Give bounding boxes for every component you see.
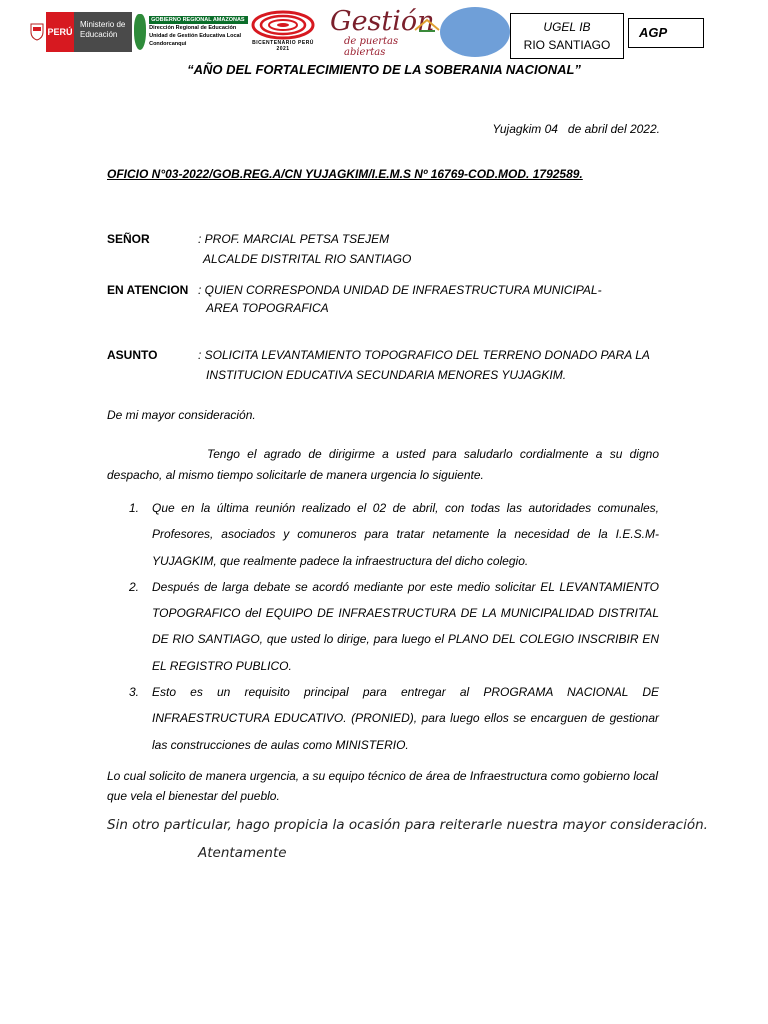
closing-paragraph: Lo cual solicito de manera urgencia, a su equipo técnico de área de Infraestructura como gobierno local que vela el bienestar del pueblo. — [107, 769, 658, 803]
gestion-subtitle: de puertas abiertas — [344, 36, 399, 58]
asunto-line-1: : SOLICITA LEVANTAMIENTO TOPOGRAFICO DEL TERRENO DONADO PARA LA — [198, 348, 650, 362]
list-item-text: Después de larga debate se acordó mediante por este medio solicitar EL LEVANTAMIENTO TOPOGRAFICO del EQUIPO DE INFRAESTRUCTURA DE LA MUNICIPALIDAD DISTRITAL DE RIO SANTIAGO, que usted lo dirige, para luego el PLANO DEL COLEGIO INSCRIBIR EN EL REGISTRO PUBLICO. — [152, 579, 659, 673]
list-item — [107, 574, 659, 679]
asunto-label: ASUNTO — [107, 348, 158, 362]
list-item-number: 3. — [129, 685, 140, 700]
greeting: De mi mayor consideración. — [107, 408, 256, 422]
senor-label: SEÑOR — [107, 232, 150, 246]
regional-emblem-icon — [134, 14, 146, 50]
ugel-box — [510, 13, 624, 59]
regional-line-1: GOBIERNO REGIONAL AMAZONAS — [149, 16, 248, 24]
coat-of-arms-icon — [28, 12, 46, 52]
oficio-number: OFICIO N°03-2022/GOB.REG.A/CN YUJAGKIM/I.E.M.S Nº 16769-COD.MOD. 1792589. — [107, 167, 583, 181]
peru-label: PERÚ — [46, 12, 74, 52]
bicentenario-logo — [250, 10, 316, 52]
atencion-value — [198, 280, 602, 316]
request-list — [107, 495, 659, 758]
bicentenario-label: BICENTENARIO PERÚ 2021 — [252, 40, 314, 52]
regional-government-logo — [134, 12, 248, 52]
ugel-line-1: UGEL IB — [543, 20, 591, 34]
bicentenario-swirl-icon — [250, 10, 316, 40]
list-item — [107, 679, 659, 758]
letter-date: Yujagkim 04 de abril del 2022. — [492, 122, 660, 136]
peru-ministry-logo — [28, 12, 132, 52]
gestion-title: Gestión — [330, 6, 435, 37]
regional-line-2: Dirección Regional de Educación — [149, 25, 237, 31]
list-item-text: Que en la última reunión realizado el 02 de abril, con todas las autoridades comunales, Profesores, asociados y comuneros para tratar netamente la necesidad de la I.E.S.M-YUJAGKIM, que realmente padece la infraestructura del dicho colegio. — [152, 501, 659, 568]
atencion-line-2: AREA TOPOGRAFICA — [206, 301, 329, 315]
list-item-number: 2. — [129, 579, 140, 594]
blue-oval-shape — [440, 7, 510, 57]
list-item-number: 1. — [129, 501, 140, 515]
asunto-value — [198, 345, 650, 385]
closing-line: Sin otro particular, hago propicia la ocasión para reiterarle nuestra mayor consideración. — [107, 817, 708, 833]
asunto-line-2: INSTITUCION EDUCATIVA SECUNDARIA MENORES YUJAGKIM. — [206, 368, 567, 382]
atencion-label: EN ATENCION — [107, 283, 189, 297]
list-item-text: Esto es un requisito principal para entregar al PROGRAMA NACIONAL DE INFRAESTRUCTURA EDUCATIVO. (PRONIED), para luego ellos se encarguen de gestionar las construcciones de aulas como MINISTERIO. — [152, 685, 659, 752]
regional-line-3: Unidad de Gestión Educativa Local Condorcanqui — [149, 33, 242, 47]
atencion-line-1: : QUIEN CORRESPONDA UNIDAD DE INFRAESTRUCTURA MUNICIPAL- — [198, 283, 602, 297]
signoff: Atentamente — [198, 845, 287, 861]
gestion-logo — [330, 6, 440, 58]
ugel-line-2: RIO SANTIAGO — [523, 38, 611, 52]
list-item — [107, 495, 659, 574]
year-motto: “AÑO DEL FORTALECIMIENTO DE LA SOBERANIA NACIONAL” — [187, 62, 581, 77]
senor-value — [198, 229, 411, 269]
agp-box: AGP — [628, 18, 704, 48]
senor-line-1: : PROF. MARCIAL PETSA TSEJEM — [198, 232, 390, 246]
senor-line-2: ALCALDE DISTRITAL RIO SANTIAGO — [203, 252, 412, 266]
ministry-label: Ministerio de Educación — [74, 12, 132, 52]
house-icon — [414, 18, 440, 32]
intro-paragraph: Tengo el agrado de dirigirme a usted para saludarlo cordialmente a su digno despacho, al mismo tiempo solicitarle de manera urgencia lo siguiente. — [107, 447, 659, 482]
